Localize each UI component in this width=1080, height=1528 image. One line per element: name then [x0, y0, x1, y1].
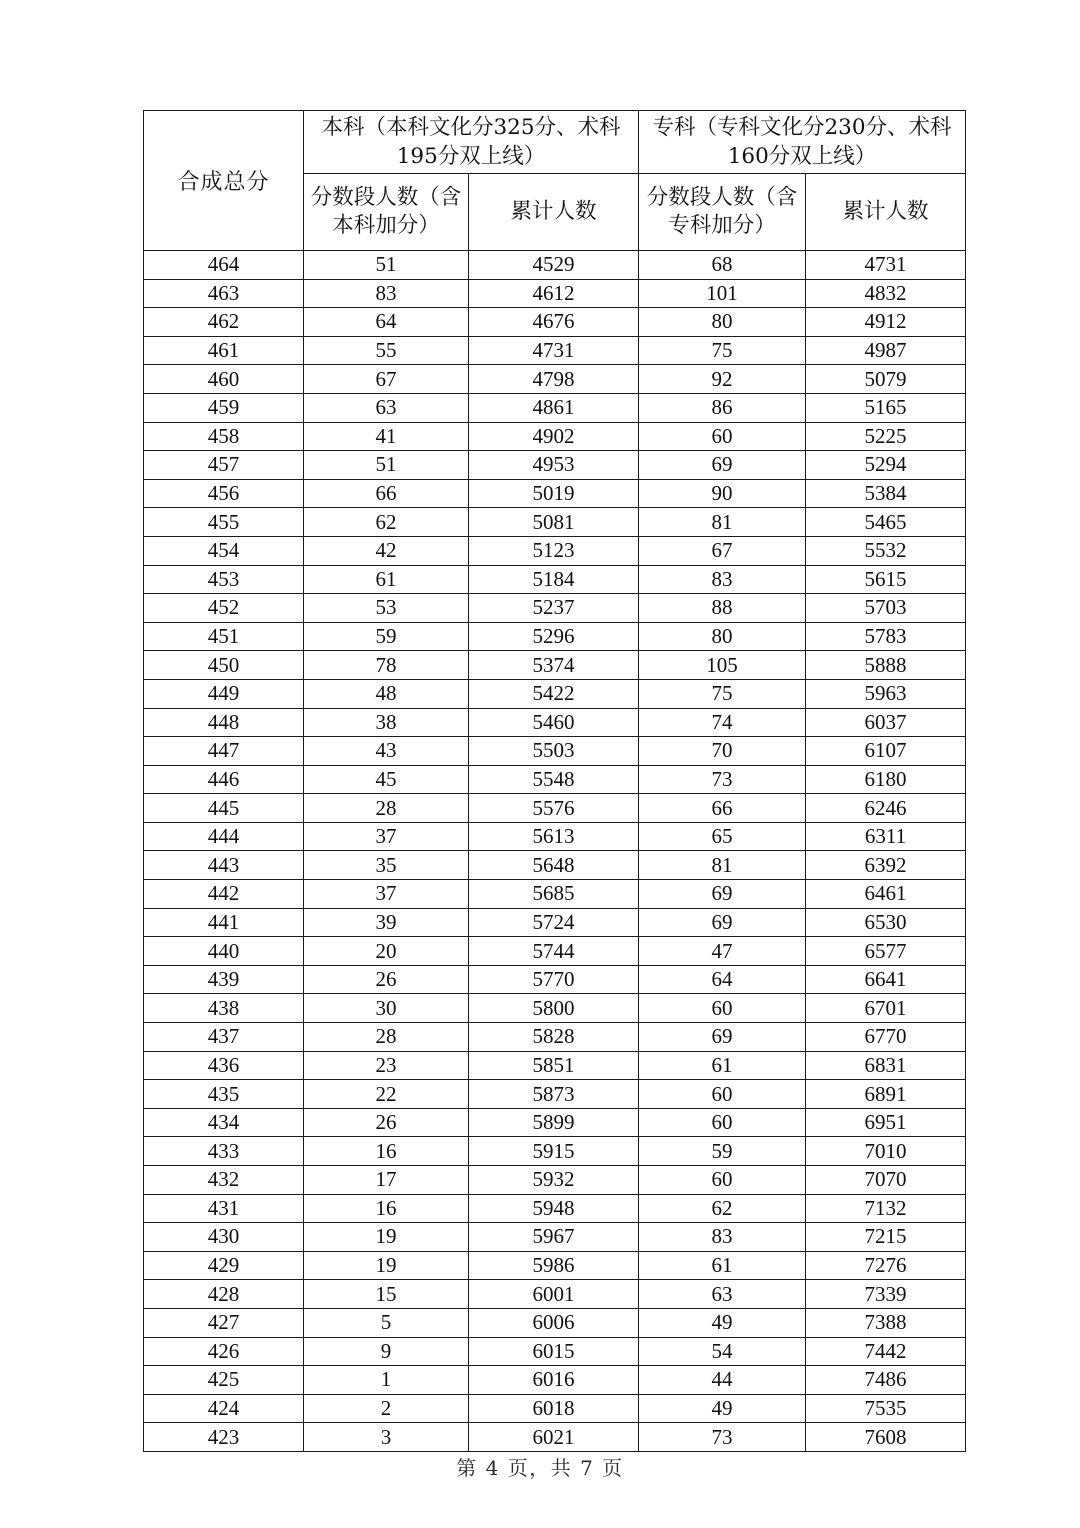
table-row — [144, 1308, 966, 1337]
header-group-vocational: 专科（专科文化分230分、术科160分双上线） — [639, 111, 966, 174]
cell-vocational-cumulative: 6037 — [806, 708, 966, 737]
cell-undergraduate-segment-count: 53 — [304, 594, 469, 623]
cell-undergraduate-cumulative: 5648 — [469, 851, 639, 880]
cell-vocational-segment-count: 90 — [639, 479, 806, 508]
cell-vocational-cumulative: 7486 — [806, 1366, 966, 1395]
page-footer: 第 4 页，共 7 页 — [456, 1456, 624, 1480]
cell-undergraduate-cumulative: 5770 — [469, 965, 639, 994]
cell-vocational-cumulative: 6107 — [806, 737, 966, 766]
cell-undergraduate-cumulative: 5503 — [469, 737, 639, 766]
cell-vocational-segment-count: 59 — [639, 1137, 806, 1166]
table-row — [144, 1137, 966, 1166]
cell-composite-score: 436 — [144, 1051, 304, 1080]
cell-undergraduate-cumulative: 5019 — [469, 479, 639, 508]
cell-vocational-cumulative: 7132 — [806, 1194, 966, 1223]
cell-undergraduate-cumulative: 5828 — [469, 1023, 639, 1052]
cell-undergraduate-cumulative: 5744 — [469, 937, 639, 966]
cell-composite-score: 451 — [144, 622, 304, 651]
cell-composite-score: 460 — [144, 365, 304, 394]
table-row — [144, 1051, 966, 1080]
table-row — [144, 794, 966, 823]
cell-vocational-cumulative: 6831 — [806, 1051, 966, 1080]
cell-vocational-segment-count: 73 — [639, 1423, 806, 1452]
cell-vocational-segment-count: 101 — [639, 279, 806, 308]
cell-vocational-segment-count: 69 — [639, 908, 806, 937]
cell-vocational-cumulative: 7388 — [806, 1308, 966, 1337]
cell-vocational-cumulative: 5888 — [806, 651, 966, 680]
cell-undergraduate-segment-count: 48 — [304, 679, 469, 708]
table-row — [144, 1280, 966, 1309]
cell-undergraduate-cumulative: 4861 — [469, 393, 639, 422]
cell-vocational-cumulative: 7276 — [806, 1251, 966, 1280]
cell-undergraduate-segment-count: 3 — [304, 1423, 469, 1452]
table-row — [144, 1423, 966, 1452]
cell-composite-score: 456 — [144, 479, 304, 508]
table-row — [144, 1023, 966, 1052]
cell-composite-score: 462 — [144, 308, 304, 337]
cell-vocational-segment-count: 49 — [639, 1394, 806, 1423]
cell-composite-score: 433 — [144, 1137, 304, 1166]
cell-composite-score: 442 — [144, 880, 304, 909]
cell-vocational-cumulative: 5294 — [806, 451, 966, 480]
cell-undergraduate-segment-count: 64 — [304, 308, 469, 337]
cell-undergraduate-cumulative: 6016 — [469, 1366, 639, 1395]
cell-vocational-cumulative: 6891 — [806, 1080, 966, 1109]
cell-vocational-segment-count: 63 — [639, 1280, 806, 1309]
cell-composite-score: 458 — [144, 422, 304, 451]
cell-vocational-segment-count: 54 — [639, 1337, 806, 1366]
cell-composite-score: 445 — [144, 794, 304, 823]
table-row — [144, 308, 966, 337]
table-row — [144, 1166, 966, 1195]
cell-vocational-cumulative: 6461 — [806, 880, 966, 909]
cell-vocational-segment-count: 69 — [639, 880, 806, 909]
cell-undergraduate-segment-count: 62 — [304, 508, 469, 537]
header-vocational-segment-count: 分数段人数（含专科加分） — [639, 174, 806, 251]
cell-undergraduate-cumulative: 4798 — [469, 365, 639, 394]
cell-vocational-cumulative: 6770 — [806, 1023, 966, 1052]
cell-composite-score: 464 — [144, 251, 304, 280]
table-row — [144, 708, 966, 737]
table-row — [144, 622, 966, 651]
cell-undergraduate-cumulative: 6015 — [469, 1337, 639, 1366]
cell-composite-score: 435 — [144, 1080, 304, 1109]
cell-undergraduate-segment-count: 59 — [304, 622, 469, 651]
cell-vocational-cumulative: 7442 — [806, 1337, 966, 1366]
table-row — [144, 851, 966, 880]
header-undergraduate-cumulative: 累计人数 — [469, 174, 639, 251]
cell-vocational-segment-count: 75 — [639, 336, 806, 365]
cell-undergraduate-cumulative: 5184 — [469, 565, 639, 594]
table-row — [144, 393, 966, 422]
cell-composite-score: 427 — [144, 1308, 304, 1337]
cell-vocational-cumulative: 4987 — [806, 336, 966, 365]
cell-undergraduate-segment-count: 41 — [304, 422, 469, 451]
cell-undergraduate-segment-count: 5 — [304, 1308, 469, 1337]
cell-undergraduate-segment-count: 63 — [304, 393, 469, 422]
table-row — [144, 594, 966, 623]
cell-composite-score: 429 — [144, 1251, 304, 1280]
cell-undergraduate-cumulative: 6001 — [469, 1280, 639, 1309]
cell-composite-score: 446 — [144, 765, 304, 794]
cell-composite-score: 463 — [144, 279, 304, 308]
cell-undergraduate-cumulative: 5932 — [469, 1166, 639, 1195]
cell-undergraduate-segment-count: 83 — [304, 279, 469, 308]
cell-vocational-cumulative: 5225 — [806, 422, 966, 451]
table-row — [144, 279, 966, 308]
score-table-container — [143, 110, 965, 1452]
cell-undergraduate-segment-count: 39 — [304, 908, 469, 937]
table-row — [144, 965, 966, 994]
cell-composite-score: 452 — [144, 594, 304, 623]
cell-composite-score: 428 — [144, 1280, 304, 1309]
table-row — [144, 336, 966, 365]
cell-undergraduate-cumulative: 5873 — [469, 1080, 639, 1109]
cell-vocational-segment-count: 75 — [639, 679, 806, 708]
cell-vocational-cumulative: 7215 — [806, 1223, 966, 1252]
cell-undergraduate-cumulative: 5576 — [469, 794, 639, 823]
cell-undergraduate-segment-count: 55 — [304, 336, 469, 365]
cell-undergraduate-cumulative: 6006 — [469, 1308, 639, 1337]
cell-vocational-cumulative: 7339 — [806, 1280, 966, 1309]
table-row — [144, 908, 966, 937]
table-row — [144, 1080, 966, 1109]
cell-vocational-cumulative: 5465 — [806, 508, 966, 537]
table-row — [144, 422, 966, 451]
cell-vocational-cumulative: 5615 — [806, 565, 966, 594]
cell-vocational-cumulative: 6180 — [806, 765, 966, 794]
cell-undergraduate-cumulative: 5685 — [469, 880, 639, 909]
cell-vocational-cumulative: 4731 — [806, 251, 966, 280]
table-row — [144, 536, 966, 565]
cell-vocational-segment-count: 68 — [639, 251, 806, 280]
cell-composite-score: 424 — [144, 1394, 304, 1423]
cell-vocational-cumulative: 6701 — [806, 994, 966, 1023]
cell-vocational-cumulative: 7070 — [806, 1166, 966, 1195]
cell-composite-score: 425 — [144, 1366, 304, 1395]
cell-composite-score: 450 — [144, 651, 304, 680]
cell-undergraduate-cumulative: 5613 — [469, 822, 639, 851]
cell-undergraduate-segment-count: 16 — [304, 1194, 469, 1223]
table-row — [144, 937, 966, 966]
cell-vocational-cumulative: 5165 — [806, 393, 966, 422]
cell-undergraduate-segment-count: 15 — [304, 1280, 469, 1309]
cell-vocational-segment-count: 92 — [639, 365, 806, 394]
cell-composite-score: 437 — [144, 1023, 304, 1052]
cell-undergraduate-segment-count: 30 — [304, 994, 469, 1023]
cell-vocational-segment-count: 61 — [639, 1051, 806, 1080]
cell-vocational-cumulative: 6311 — [806, 822, 966, 851]
cell-vocational-segment-count: 44 — [639, 1366, 806, 1395]
cell-undergraduate-segment-count: 1 — [304, 1366, 469, 1395]
cell-vocational-cumulative: 5079 — [806, 365, 966, 394]
cell-vocational-segment-count: 47 — [639, 937, 806, 966]
cell-vocational-segment-count: 65 — [639, 822, 806, 851]
cell-undergraduate-segment-count: 42 — [304, 536, 469, 565]
cell-undergraduate-cumulative: 5899 — [469, 1108, 639, 1137]
cell-composite-score: 448 — [144, 708, 304, 737]
cell-undergraduate-cumulative: 5548 — [469, 765, 639, 794]
cell-vocational-cumulative: 5384 — [806, 479, 966, 508]
table-row — [144, 1223, 966, 1252]
cell-composite-score: 434 — [144, 1108, 304, 1137]
cell-vocational-cumulative: 7010 — [806, 1137, 966, 1166]
cell-undergraduate-segment-count: 2 — [304, 1394, 469, 1423]
cell-undergraduate-segment-count: 37 — [304, 822, 469, 851]
cell-composite-score: 459 — [144, 393, 304, 422]
cell-vocational-segment-count: 88 — [639, 594, 806, 623]
cell-composite-score: 444 — [144, 822, 304, 851]
cell-undergraduate-segment-count: 26 — [304, 965, 469, 994]
table-row — [144, 679, 966, 708]
table-row — [144, 365, 966, 394]
cell-undergraduate-segment-count: 37 — [304, 880, 469, 909]
table-row — [144, 1337, 966, 1366]
table-row — [144, 251, 966, 280]
cell-vocational-segment-count: 49 — [639, 1308, 806, 1337]
cell-undergraduate-segment-count: 19 — [304, 1223, 469, 1252]
cell-vocational-cumulative: 6246 — [806, 794, 966, 823]
cell-vocational-segment-count: 60 — [639, 994, 806, 1023]
table-row — [144, 880, 966, 909]
cell-vocational-segment-count: 66 — [639, 794, 806, 823]
table-row — [144, 765, 966, 794]
score-distribution-table — [143, 110, 966, 1452]
cell-composite-score: 449 — [144, 679, 304, 708]
cell-undergraduate-cumulative: 5851 — [469, 1051, 639, 1080]
cell-undergraduate-segment-count: 9 — [304, 1337, 469, 1366]
cell-composite-score: 441 — [144, 908, 304, 937]
cell-vocational-segment-count: 64 — [639, 965, 806, 994]
header-group-undergraduate: 本科（本科文化分325分、术科195分双上线） — [304, 111, 639, 174]
cell-composite-score: 431 — [144, 1194, 304, 1223]
cell-composite-score: 430 — [144, 1223, 304, 1252]
cell-undergraduate-segment-count: 22 — [304, 1080, 469, 1109]
cell-undergraduate-cumulative: 4612 — [469, 279, 639, 308]
cell-vocational-segment-count: 81 — [639, 508, 806, 537]
table-row — [144, 822, 966, 851]
cell-undergraduate-segment-count: 66 — [304, 479, 469, 508]
table-row — [144, 994, 966, 1023]
cell-vocational-cumulative: 6951 — [806, 1108, 966, 1137]
cell-undergraduate-cumulative: 5374 — [469, 651, 639, 680]
cell-vocational-segment-count: 80 — [639, 622, 806, 651]
cell-undergraduate-cumulative: 4676 — [469, 308, 639, 337]
table-row — [144, 451, 966, 480]
cell-vocational-segment-count: 62 — [639, 1194, 806, 1223]
cell-undergraduate-cumulative: 5948 — [469, 1194, 639, 1223]
cell-undergraduate-segment-count: 45 — [304, 765, 469, 794]
table-row — [144, 737, 966, 766]
cell-undergraduate-segment-count: 43 — [304, 737, 469, 766]
cell-vocational-segment-count: 73 — [639, 765, 806, 794]
cell-vocational-cumulative: 6577 — [806, 937, 966, 966]
cell-vocational-segment-count: 83 — [639, 565, 806, 594]
table-row — [144, 565, 966, 594]
cell-vocational-cumulative: 6530 — [806, 908, 966, 937]
cell-vocational-segment-count: 70 — [639, 737, 806, 766]
header-vocational-cumulative: 累计人数 — [806, 174, 966, 251]
table-row — [144, 1394, 966, 1423]
cell-undergraduate-segment-count: 67 — [304, 365, 469, 394]
cell-undergraduate-segment-count: 38 — [304, 708, 469, 737]
table-row — [144, 508, 966, 537]
table-row — [144, 1108, 966, 1137]
cell-composite-score: 432 — [144, 1166, 304, 1195]
cell-undergraduate-cumulative: 6021 — [469, 1423, 639, 1452]
cell-composite-score: 426 — [144, 1337, 304, 1366]
cell-undergraduate-cumulative: 5296 — [469, 622, 639, 651]
cell-undergraduate-segment-count: 78 — [304, 651, 469, 680]
cell-composite-score: 438 — [144, 994, 304, 1023]
cell-composite-score: 439 — [144, 965, 304, 994]
cell-vocational-segment-count: 69 — [639, 451, 806, 480]
cell-vocational-segment-count: 86 — [639, 393, 806, 422]
cell-undergraduate-cumulative: 5967 — [469, 1223, 639, 1252]
cell-composite-score: 453 — [144, 565, 304, 594]
cell-vocational-segment-count: 80 — [639, 308, 806, 337]
cell-undergraduate-segment-count: 28 — [304, 1023, 469, 1052]
header-undergraduate-segment-count: 分数段人数（含本科加分） — [304, 174, 469, 251]
cell-undergraduate-cumulative: 4529 — [469, 251, 639, 280]
cell-undergraduate-segment-count: 51 — [304, 251, 469, 280]
cell-undergraduate-cumulative: 5123 — [469, 536, 639, 565]
cell-undergraduate-cumulative: 6018 — [469, 1394, 639, 1423]
cell-composite-score: 443 — [144, 851, 304, 880]
cell-vocational-segment-count: 67 — [639, 536, 806, 565]
table-row — [144, 1366, 966, 1395]
cell-vocational-segment-count: 81 — [639, 851, 806, 880]
table-row — [144, 1251, 966, 1280]
cell-composite-score: 454 — [144, 536, 304, 565]
cell-undergraduate-cumulative: 4953 — [469, 451, 639, 480]
cell-composite-score: 455 — [144, 508, 304, 537]
cell-undergraduate-segment-count: 26 — [304, 1108, 469, 1137]
header-row-groups — [144, 111, 966, 174]
table-header — [144, 111, 966, 251]
cell-undergraduate-segment-count: 23 — [304, 1051, 469, 1080]
cell-undergraduate-cumulative: 5081 — [469, 508, 639, 537]
table-body — [144, 251, 966, 1452]
cell-vocational-cumulative: 5783 — [806, 622, 966, 651]
cell-vocational-cumulative: 7608 — [806, 1423, 966, 1452]
cell-composite-score: 423 — [144, 1423, 304, 1452]
cell-undergraduate-segment-count: 28 — [304, 794, 469, 823]
cell-undergraduate-cumulative: 4731 — [469, 336, 639, 365]
cell-vocational-cumulative: 6641 — [806, 965, 966, 994]
cell-undergraduate-cumulative: 5986 — [469, 1251, 639, 1280]
cell-vocational-segment-count: 60 — [639, 1080, 806, 1109]
header-composite-score: 合成总分 — [144, 111, 304, 251]
table-row — [144, 651, 966, 680]
table-row — [144, 479, 966, 508]
cell-vocational-segment-count: 69 — [639, 1023, 806, 1052]
cell-undergraduate-cumulative: 5915 — [469, 1137, 639, 1166]
cell-undergraduate-cumulative: 5724 — [469, 908, 639, 937]
cell-undergraduate-cumulative: 5460 — [469, 708, 639, 737]
cell-vocational-segment-count: 60 — [639, 1166, 806, 1195]
cell-vocational-cumulative: 4912 — [806, 308, 966, 337]
cell-undergraduate-segment-count: 16 — [304, 1137, 469, 1166]
cell-undergraduate-segment-count: 51 — [304, 451, 469, 480]
table-row — [144, 1194, 966, 1223]
cell-undergraduate-segment-count: 19 — [304, 1251, 469, 1280]
cell-vocational-cumulative: 6392 — [806, 851, 966, 880]
cell-undergraduate-cumulative: 4902 — [469, 422, 639, 451]
cell-vocational-cumulative: 5963 — [806, 679, 966, 708]
cell-undergraduate-segment-count: 20 — [304, 937, 469, 966]
cell-composite-score: 457 — [144, 451, 304, 480]
cell-composite-score: 440 — [144, 937, 304, 966]
cell-undergraduate-segment-count: 17 — [304, 1166, 469, 1195]
cell-vocational-segment-count: 61 — [639, 1251, 806, 1280]
cell-undergraduate-cumulative: 5422 — [469, 679, 639, 708]
cell-vocational-segment-count: 60 — [639, 1108, 806, 1137]
cell-undergraduate-segment-count: 61 — [304, 565, 469, 594]
cell-vocational-segment-count: 83 — [639, 1223, 806, 1252]
cell-vocational-cumulative: 5532 — [806, 536, 966, 565]
cell-vocational-cumulative: 4832 — [806, 279, 966, 308]
cell-vocational-cumulative: 5703 — [806, 594, 966, 623]
cell-undergraduate-segment-count: 35 — [304, 851, 469, 880]
cell-vocational-cumulative: 7535 — [806, 1394, 966, 1423]
cell-undergraduate-cumulative: 5237 — [469, 594, 639, 623]
cell-composite-score: 461 — [144, 336, 304, 365]
cell-vocational-segment-count: 74 — [639, 708, 806, 737]
cell-undergraduate-cumulative: 5800 — [469, 994, 639, 1023]
cell-composite-score: 447 — [144, 737, 304, 766]
cell-vocational-segment-count: 60 — [639, 422, 806, 451]
cell-vocational-segment-count: 105 — [639, 651, 806, 680]
